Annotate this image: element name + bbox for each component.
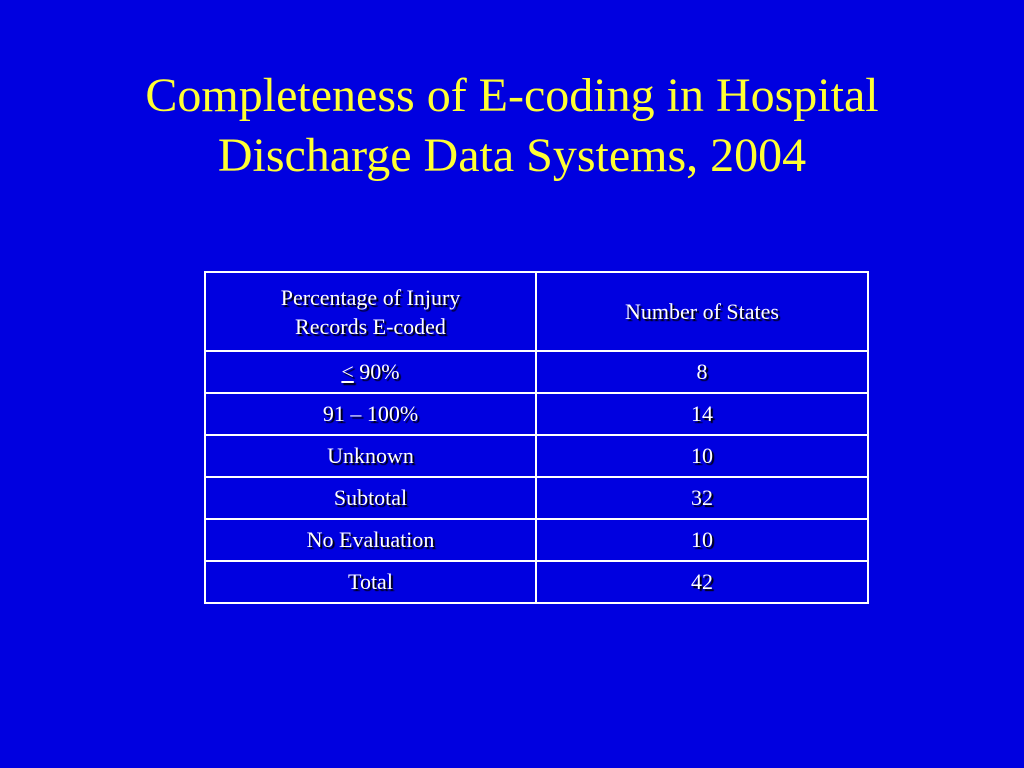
row-category: 91 – 100% [205,393,536,435]
header-percentage-line-2: Records E-coded [295,313,446,339]
row-states: 14 [536,393,868,435]
table-row [205,519,868,561]
row-states: 8 [536,351,868,393]
row-states: 42 [536,561,868,603]
ecoding-table [204,271,869,604]
less-equal-symbol: < [341,359,354,384]
row-category: No Evaluation [205,519,536,561]
title-line-1: Completeness of E-coding in Hospital [145,69,879,122]
header-number-of-states: Number of States [536,272,868,351]
header-percentage [205,272,536,351]
table-row [205,351,868,393]
row-category [205,351,536,393]
title-line-2: Discharge Data Systems, 2004 [217,129,807,182]
row-states: 10 [536,435,868,477]
table-row [205,477,868,519]
row-states: 32 [536,477,868,519]
row-states: 10 [536,519,868,561]
row-category-rest: 90% [353,359,400,384]
row-category: Unknown [205,435,536,477]
table-header-row [205,272,868,351]
table-row [205,435,868,477]
slide-title [40,66,984,186]
table-row [205,561,868,603]
row-category: Total [205,561,536,603]
header-percentage-line-1: Percentage of Injury [280,284,461,310]
row-category: Subtotal [205,477,536,519]
table-row [205,393,868,435]
